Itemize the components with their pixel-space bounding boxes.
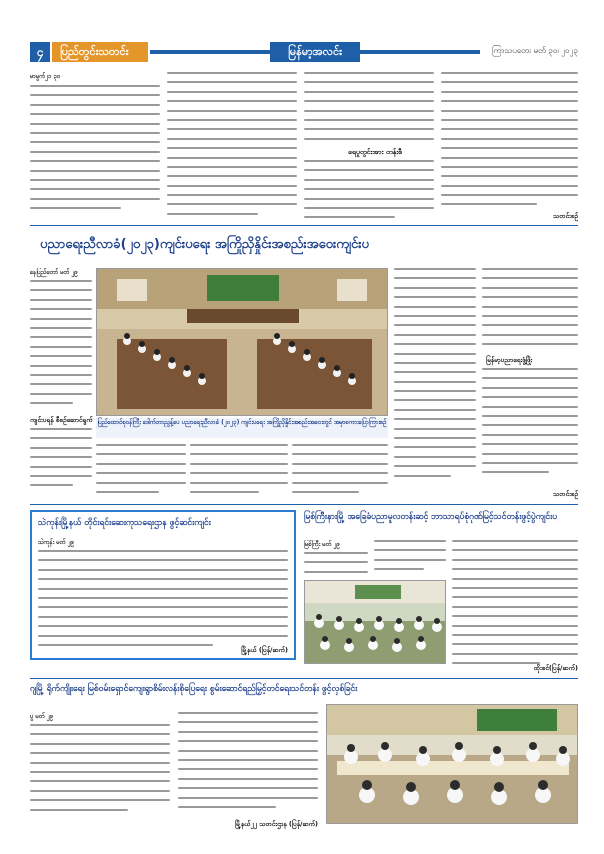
training-col-3 (452, 540, 578, 671)
training-signature: ထိုးစင်(ပြန်/ဆက်) (533, 664, 578, 672)
lead-photo (96, 268, 388, 416)
lead-headline: ပညာရေးညီလာခံ(၂၀၂၃)ကျင်းပရေး အကြိုညှိနှိုင်းအစည်းအဝေးကျင်းပ (40, 237, 369, 252)
training-headline: မြစ်ကြီးနားမြို့ အခြေခံပညာမူလတန်းဆင့် ဘာသာရပ်စုံဂုဏ်မြင့်သင်တန်းဖွင့်ပွဲကျင်းပ (304, 512, 558, 522)
issue-date: ကြာသပတေး မတ် ၃၀၊ ၂၀၂၃ (491, 46, 578, 55)
top-story-col-1 (30, 85, 160, 216)
top-story-col-4 (441, 72, 578, 213)
divider (30, 225, 578, 226)
training-dateline: မြစ်ကြီး မတ် ၂၉ (304, 541, 340, 548)
meeting-room-photo (97, 269, 388, 416)
lead-signature: သတင်းစဉ် (552, 490, 578, 498)
training-photo (304, 580, 446, 664)
top-story-col-3b (304, 160, 434, 226)
page-number: ၄ (30, 42, 50, 62)
boxed-headline: သဲကုန်းမြို့နယ် တိုင်းရင်းဆေးကုသရေးဌာန ဖွင့်ဆင်းကျင်း (38, 518, 211, 528)
bottom-dateline: ပွ မတ် ၂၉ (30, 713, 54, 720)
bottom-photo (326, 704, 578, 824)
training-col-2 (374, 540, 446, 578)
bottom-col-1 (30, 724, 170, 818)
training-hall-photo (327, 705, 578, 824)
bottom-signature: မြို့နယ်၂၂ သတင်းဌာန (ပြန်/ဆက်) (234, 820, 318, 828)
lead-col-6b (482, 368, 578, 481)
lead-dateline: နေပြည်တော် မတ် ၂၉ (30, 269, 78, 276)
divider (30, 678, 578, 679)
bottom-col-2 (178, 712, 318, 815)
lead-subhead-1: ကျင်းပရန် စီစဉ်ဆောင်ရွက် (30, 416, 93, 424)
divider (30, 504, 578, 505)
page-header (30, 42, 578, 62)
top-story-subhead: ရေပူတွင်းအား တန်းစီ (348, 148, 402, 156)
boxed-signature: မြို့နယ် (ပြန်/ဆက်) (241, 646, 288, 654)
top-story-dateline: မာမွက်၂၁ ၃၀ (30, 73, 61, 80)
lead-col-1 (30, 280, 92, 411)
lead-subhead-2: မြန်မာ့ပညာရေးဖွံ့ဖြိုး (486, 356, 533, 364)
classroom-photo (305, 581, 446, 664)
lead-col-1b (30, 428, 92, 494)
lead-col-3 (190, 444, 288, 500)
boxed-dateline: သဲကုန်း မတ် ၂၉ (38, 539, 75, 546)
top-story-signature: သတင်းစဉ် (552, 212, 578, 220)
publication-name: မြန်မာ့အလင်း (270, 42, 360, 62)
lead-col-5 (394, 268, 476, 484)
top-story-col-3 (304, 72, 434, 147)
top-story-col-2 (167, 72, 297, 222)
bottom-headline: ဂျမြို့ ရိုက်ကျိုးရေး မြစ်ဝမ်းရှောင်ကျေးရွာစိမ်းလန်းစိုပြေရေး စွမ်းဆောင်ရည်မြှင့်တင်ရေးသင်တန်း ဖွင့်လှစ်ခြင်း (30, 684, 358, 694)
lead-photo-caption: ပြည်ထောင်စုဝန်ကြီး ဒေါက်တာညွန့်ပေ ပညာရေးညီလာခံ (၂၀၂၃) ကျင်းပရေး အကြိုညှိနှိုင်းအစည်းအဝေးတွင် အမှာစကားပြောကြားစဉ် (96, 418, 388, 438)
lead-col-4 (292, 444, 388, 500)
boxed-story (30, 510, 296, 660)
lead-col-2 (96, 444, 186, 500)
section-title: ပြည်တွင်းသတင်း (52, 42, 148, 62)
lead-col-6 (482, 268, 578, 353)
boxed-body (38, 550, 288, 653)
